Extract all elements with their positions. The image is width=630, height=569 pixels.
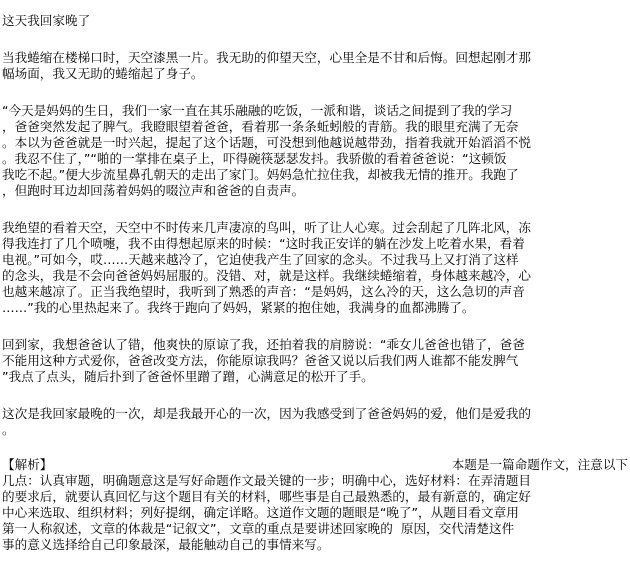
paragraph-2: [2, 103, 630, 199]
analysis-line: 中心来选取、组织材料；列好提纲，确定详略。这道作文题的题眼是“晚了”，从题目看文章用: [2, 505, 519, 520]
text-line: ，但跑时耳边却回荡着妈妈的啜泣声和爸爸的自责声。: [2, 183, 305, 198]
analysis-header: [2, 457, 628, 473]
analysis-line: 几点：认真审题，明确题意这是写好命题作文最关键的一步；明确中心，选好材料：在弄清题目: [2, 473, 531, 488]
analysis-intro: 本题是一篇命题作文，注意以下: [451, 457, 628, 472]
spacer: [2, 438, 630, 457]
paragraph-4: [2, 337, 630, 385]
essay-title: 这天我回家晚了: [2, 13, 91, 28]
text-line: 不能用这种方式爱你，爸爸改变方法，你能原谅我吗？爸爸又说以后我们两人谁都不能发脾气: [2, 353, 519, 368]
document: [2, 0, 630, 553]
text-line: 电视。”可如今，哎……天越来越冷了，它迫使我产生了回家的念头。不过我马上又打消了这样: [2, 252, 519, 267]
analysis-line: 第一人称叙述，文章的体裁是“记叙文”，文章的重点是要讲述回家晚的 原因，交代清楚这件: [2, 521, 515, 536]
text-line: ，爸爸突然发起了脾气。我瞪眼望着爸爸，看着那一条条蚯蚓般的青筋。我的眼里充满了无奈: [2, 119, 519, 134]
paragraph-5: [2, 406, 630, 438]
text-line: 我吃不起。”便大步流星鼻孔朝天的走出了家门。妈妈急忙拉住我，却被我无情的推开。我跑了: [2, 167, 519, 182]
text-line: 。: [2, 422, 15, 437]
text-line: 。本以为爸爸就是一时兴起，提起了这个话题，可没想到他越说越带劲，指着我就开始滔滔不悦: [2, 135, 531, 150]
spacer: [2, 316, 630, 337]
spacer: [2, 199, 630, 220]
text-line: 幅场面，我又无助的蜷缩起了身子。: [2, 66, 204, 81]
text-line: 回到家，我想爸爸认了错，他爽快的原谅了我，还拍着我的肩膀说：“乖女儿爸爸也错了，爸爸: [2, 337, 525, 352]
text-line: 得我连打了几个喷嚏，我不由得想起原来的时候：“这时我正安详的躺在沙发上吃着水果，看着: [2, 236, 525, 251]
text-line: 当我蜷缩在楼梯口时，天空漆黑一片。我无助的仰望天空，心里全是不甘和后悔。回想起刚才那: [2, 50, 531, 65]
text-line: 这次是我回家最晚的一次，却是我最开心的一次，因为我感受到了爸爸妈妈的爱，他们是爱我的: [2, 406, 531, 421]
text-line: 我绝望的看着天空，天空中不时传来几声凄凉的鸟叫，听了让人心寒。过会刮起了几阵北风，冻: [2, 220, 531, 235]
paragraph-1: [2, 50, 630, 82]
paragraph-3: [2, 220, 630, 316]
text-line: ……”我的心里热起来了。我终于跑向了妈妈，紧紧的抱住她，我满身的血都沸腾了。: [2, 300, 475, 315]
analysis-line: 事的意义选择给自己印象最深，最能触动自己的事情来写。: [2, 537, 330, 552]
spacer: [2, 82, 630, 103]
spacer: [2, 29, 630, 50]
analysis-section: [2, 457, 630, 553]
text-line: 的念头，我是不会向爸爸妈妈屈服的。没错、对，就是这样。我继续蜷缩着，身体越来越冷，心: [2, 268, 531, 283]
text-line: 。我忍不住了，”“啪的一掌排在桌子上，吓得碗筷瑟瑟发抖。我骄傲的看着爸爸说：“这顿饭: [2, 151, 507, 166]
analysis-label: 【解析】: [2, 457, 53, 472]
text-line: 也越来越凉了。正当我绝望时，我听到了熟悉的声音：“是妈妈，这么冷的天，这么急切的声音: [2, 284, 525, 299]
spacer: [2, 385, 630, 406]
analysis-line: 的要求后，就要认真回忆与这个题目有关的材料，哪些事是自己最熟悉的，最有新意的，确定好: [2, 489, 531, 504]
text-line: “今天是妈妈的生日，我们一家一直在其乐融融的吃饭，一派和谐，谈话之间提到了我的学习: [2, 103, 513, 118]
text-line: ”我点了点头，随后扑到了爸爸怀里蹭了蹭，心满意足的松开了手。: [2, 369, 374, 384]
